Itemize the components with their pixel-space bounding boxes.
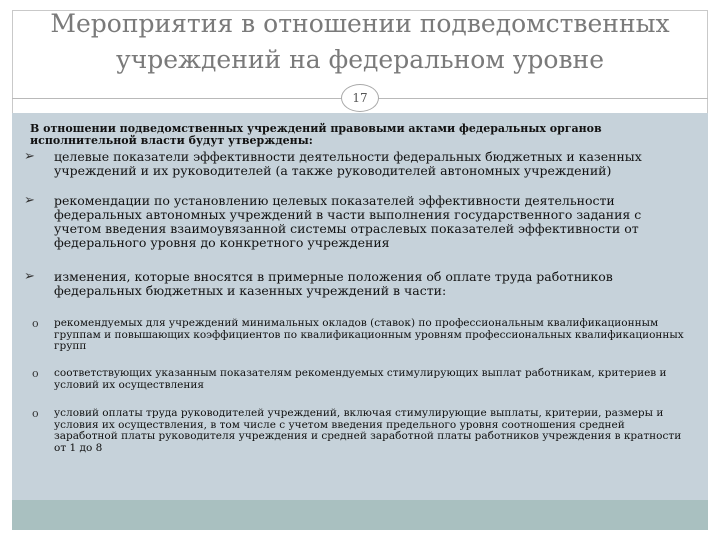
circle-list-item bbox=[24, 368, 690, 391]
list-item-text: изменения, которые вносятся в примерные положения об оплате труда работников федеральных бюджетных и казенных учреждений в части: bbox=[54, 269, 613, 298]
slide-title: Мероприятия в отношении подведомственных учреждений на федеральном уровне bbox=[50, 9, 670, 74]
arrow-list-item bbox=[24, 194, 690, 250]
intro-text: В отношении подведомственных учреждений правовыми актами федеральных органов исполнительной власти будут утверждены: bbox=[30, 122, 602, 147]
page-number-badge: 17 bbox=[341, 84, 379, 112]
footer-bar bbox=[12, 500, 708, 530]
arrow-list-item bbox=[24, 150, 690, 178]
circle-list-item bbox=[24, 408, 690, 454]
circle-bullet-icon: o bbox=[32, 407, 39, 420]
arrow-bullet-icon: ➢ bbox=[24, 193, 35, 208]
list-item-text: рекомендации по установлению целевых показателей эффективности деятельности федеральных автономных учреждений в части выполнения государственного задания с учетом введения взаимоувязанной системы отраслевых показателей эффективности от федерального уровня до конкретного учреждения bbox=[54, 193, 642, 250]
circle-list-item bbox=[24, 318, 690, 353]
circle-bullet-icon: o bbox=[32, 317, 39, 330]
list-item-text: целевые показатели эффективности деятельности федеральных бюджетных и казенных учреждений и их руководителей (а также руководителей автономных учреждений) bbox=[54, 149, 642, 178]
circle-bullet-icon: o bbox=[32, 367, 39, 380]
arrow-list-item bbox=[24, 270, 690, 298]
list-item-text: рекомендуемых для учреждений минимальных окладов (ставок) по профессиональным квалификационным группам и повышающих коэффициентов по квалификационным уровням профессиональных квалификационных групп bbox=[54, 317, 684, 352]
arrow-bullet-icon: ➢ bbox=[24, 269, 35, 284]
list-item-text: условий оплаты труда руководителей учреждений, включая стимулирующие выплаты, критерии, размеры и условия их осуществления, в том числе с учетом введения предельного уровня соотношения средней заработной платы руководителя учреждения и средней заработной платы работников учреждения в кратности от 1 до 8 bbox=[54, 407, 682, 454]
arrow-bullet-icon: ➢ bbox=[24, 149, 35, 164]
list-item-text: соответствующих указанным показателям рекомендуемых стимулирующих выплат работникам, критериев и условий их осуществления bbox=[54, 367, 667, 391]
